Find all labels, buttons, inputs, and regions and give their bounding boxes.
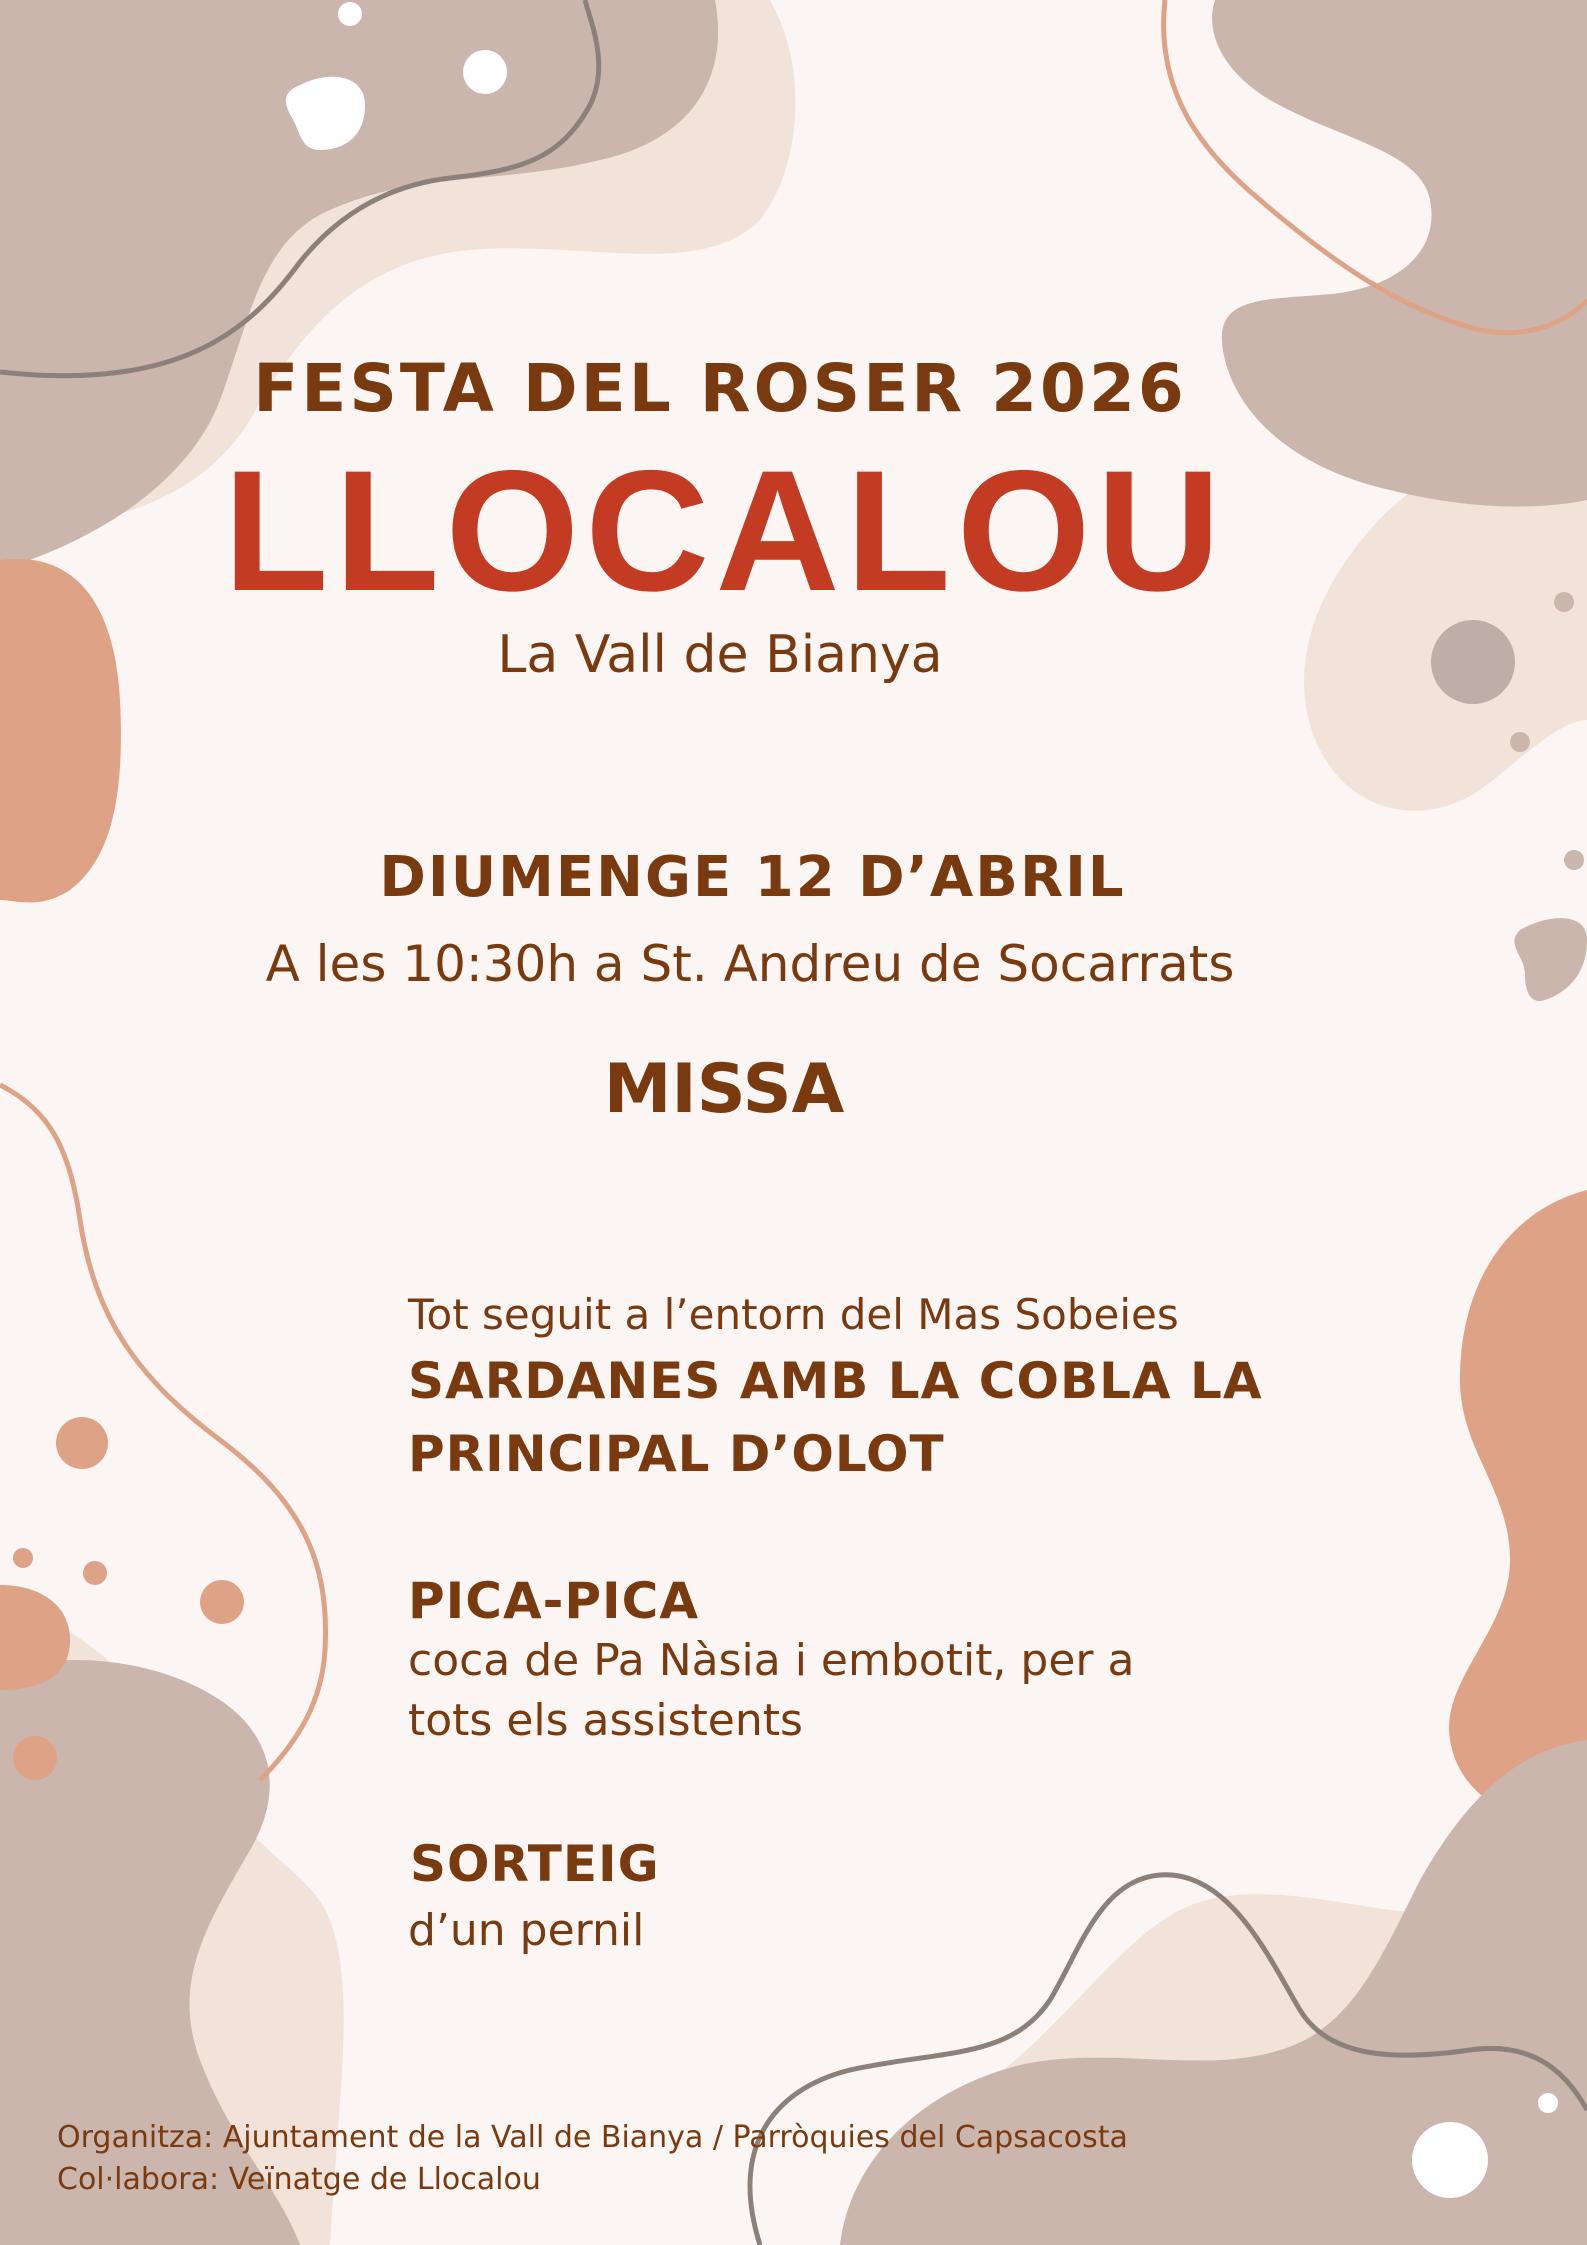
- spot-terracotta-1: [56, 1417, 108, 1469]
- sardanes-intro: Tot seguit a l’entorn del Mas Sobeies: [408, 1290, 1179, 1339]
- picapica-desc-line1: coca de Pa Nàsia i embotit, per a: [408, 1635, 1135, 1686]
- page-title: LLOCALOU: [223, 435, 1227, 627]
- blob-right-terracotta: [1449, 1190, 1587, 1822]
- footer-organitza: Organitza: Ajuntament de la Vall de Bianya / Parròquies del Capsacosta: [57, 2120, 1128, 2155]
- event-subtitle: FESTA DEL ROSER 2026: [253, 350, 1187, 427]
- sorteig-desc: d’un pernil: [408, 1905, 645, 1956]
- event-time-place: A les 10:30h a St. Andreu de Socarrats: [265, 935, 1235, 993]
- spot-taupe-4: [1564, 850, 1584, 870]
- place-name: La Vall de Bianya: [497, 625, 943, 685]
- picapica-heading: PICA-PICA: [408, 1572, 700, 1630]
- sorteig-heading: SORTEIG: [410, 1835, 660, 1893]
- spot-taupe-5: [1514, 918, 1587, 1001]
- spot-white-4: [1412, 2122, 1488, 2198]
- spot-terracotta-4: [200, 1580, 244, 1624]
- picapica-desc-line2: tots els assistents: [408, 1695, 803, 1746]
- spot-taupe-3: [1510, 732, 1530, 752]
- spot-terracotta-2: [13, 1548, 33, 1568]
- event-date: DIUMENGE 12 D’ABRIL: [379, 845, 1126, 910]
- sardanes-heading-line1: SARDANES AMB LA COBLA LA: [408, 1352, 1263, 1410]
- spot-taupe-1: [1431, 620, 1515, 704]
- spot-white-3: [338, 2, 362, 26]
- spot-taupe-2: [1554, 592, 1574, 612]
- spot-white-5: [1538, 2093, 1558, 2113]
- mass-heading: MISSA: [603, 1050, 845, 1129]
- spot-white-2: [463, 50, 507, 94]
- footer-col-labora: Col·labora: Veïnatge de Llocalou: [57, 2162, 541, 2197]
- spot-terracotta-6: [13, 1736, 57, 1780]
- spot-terracotta-3: [83, 1561, 107, 1585]
- sardanes-heading-line2: PRINCIPAL D’OLOT: [408, 1425, 945, 1483]
- blob-top-right-taupe: [1212, 0, 1587, 507]
